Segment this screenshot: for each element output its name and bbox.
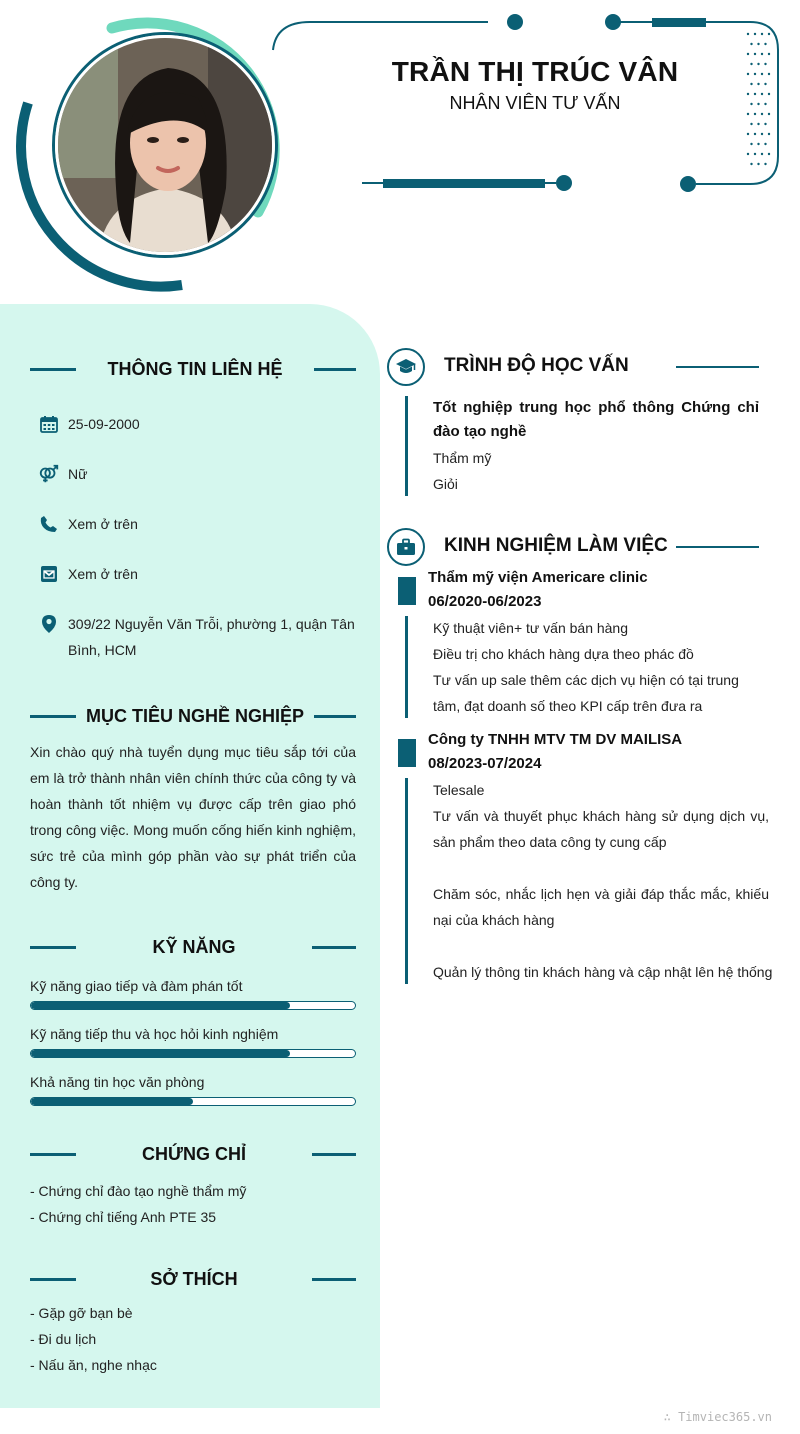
decor-dot <box>750 163 752 165</box>
divider <box>314 715 356 718</box>
divider <box>312 1153 356 1156</box>
decor-dot <box>757 63 759 65</box>
job-duty: Quản lý thông tin khách hàng và cập nhật lên hệ thống <box>433 964 773 980</box>
divider <box>314 368 356 371</box>
decor-dot <box>757 43 759 45</box>
divider <box>312 1278 356 1281</box>
divider <box>30 715 76 718</box>
decor-dot <box>761 33 763 35</box>
job-marker <box>398 577 416 605</box>
decor-dot <box>757 123 759 125</box>
job-duty: Kỹ thuật viên+ tư vấn bán hàng <box>433 620 629 636</box>
job-company: Công ty TNHH MTV TM DV MAILISA <box>428 731 683 748</box>
decor-dot <box>768 93 770 95</box>
decor-dot <box>747 153 749 155</box>
decor-dot <box>761 113 763 115</box>
decor-dot <box>757 103 759 105</box>
decor-dot <box>761 73 763 75</box>
contact-email: Xem ở trên <box>38 561 358 587</box>
decor-dot <box>764 63 766 65</box>
phone-icon <box>38 511 60 537</box>
decor-dot <box>747 133 749 135</box>
education-grade: Giỏi <box>433 476 458 492</box>
decor-dot <box>768 33 770 35</box>
hobbies-section-title: SỞ THÍCH <box>30 1267 356 1291</box>
skill-bar-fill <box>31 1002 290 1009</box>
certificates-section-title: CHỨNG CHỈ <box>30 1142 356 1166</box>
experience-section-title: KINH NGHIỆM LÀM VIỆC <box>444 535 668 556</box>
decor-dot <box>747 93 749 95</box>
divider <box>676 546 759 548</box>
gender-icon <box>38 461 60 487</box>
decor-dot <box>750 123 752 125</box>
decor-dot <box>750 103 752 105</box>
decor-dot <box>768 133 770 135</box>
divider <box>30 946 76 949</box>
certificate-item: - Chứng chỉ tiếng Anh PTE 35 <box>30 1209 217 1225</box>
decor-dot <box>768 113 770 115</box>
location-icon <box>38 611 60 637</box>
contact-gender: Nữ <box>38 461 358 487</box>
timeline-bar <box>405 616 408 718</box>
divider <box>30 1278 76 1281</box>
skill-bar-fill <box>31 1050 290 1057</box>
job-duty: Tư vấn và thuyết phục khách hàng sử dụng dịch vụ, sản phẩm theo data công ty cung cấp <box>433 808 769 850</box>
job-duty: Tư vấn up sale thêm các dịch vụ hiện có tại trung tâm, đạt doanh số theo KPI cấp trên đưa ra <box>433 672 739 714</box>
job-period: 06/2020-06/2023 <box>428 593 542 610</box>
decor-dot <box>764 83 766 85</box>
decor-dot <box>747 33 749 35</box>
decor-dot <box>747 113 749 115</box>
skills-section-title: KỸ NĂNG <box>30 935 356 959</box>
objective-text: Xin chào quý nhà tuyển dụng mục tiêu sắp tới của em là trở thành nhân viên chính thức của công ty và hoàn thành tốt nhiệm vụ được cấp trên giao phó trong công việc. Mong muốn cống hiến kinh nghiệm, sức trẻ của mình góp phần vào sự phát triển của công ty. <box>30 744 356 890</box>
decor-dot <box>761 93 763 95</box>
education-section-title: TRÌNH ĐỘ HỌC VẤN <box>444 355 629 376</box>
skill-name: Khả năng tin học văn phòng <box>30 1074 205 1090</box>
decor-dot <box>754 73 756 75</box>
skill-name: Kỹ năng giao tiếp và đàm phán tốt <box>30 978 243 994</box>
job-duty: Telesale <box>433 782 485 798</box>
decor-dot <box>754 113 756 115</box>
decor-dot <box>768 73 770 75</box>
decor-dot <box>754 93 756 95</box>
hobby-item: - Nấu ăn, nghe nhạc <box>30 1357 157 1373</box>
decor-dot <box>757 143 759 145</box>
decor-dot <box>764 123 766 125</box>
decor-dot <box>764 143 766 145</box>
decor-dot <box>761 153 763 155</box>
email-icon <box>38 561 60 587</box>
education-degree: Tốt nghiệp trung học phổ thông Chứng chỉ đào tạo nghề <box>433 399 759 440</box>
decor-dot <box>764 103 766 105</box>
decor-dot <box>768 53 770 55</box>
divider <box>312 946 356 949</box>
decor-dot <box>750 83 752 85</box>
divider <box>676 366 759 368</box>
divider <box>30 1153 76 1156</box>
decor-dot <box>750 143 752 145</box>
timeline-bar <box>405 778 408 984</box>
watermark: ∴ Timviec365.vn <box>663 1410 772 1424</box>
hobby-item: - Gặp gỡ bạn bè <box>30 1305 133 1321</box>
job-company: Thẩm mỹ viện Americare clinic <box>428 569 648 586</box>
contact-section-title: THÔNG TIN LIÊN HỆ <box>30 357 356 381</box>
decor-dot <box>754 153 756 155</box>
decor-dot <box>747 73 749 75</box>
job-period: 08/2023-07/2024 <box>428 755 542 772</box>
contact-phone: Xem ở trên <box>38 511 358 537</box>
skill-name: Kỹ năng tiếp thu và học hỏi kinh nghiệm <box>30 1026 279 1042</box>
candidate-name: TRẦN THỊ TRÚC VÂN <box>391 56 679 87</box>
divider <box>30 368 76 371</box>
decor-dot <box>757 83 759 85</box>
skill-bar-fill <box>31 1098 193 1105</box>
contact-address: 309/22 Nguyễn Văn Trỗi, phường 1, quận Tân Bình, HCM <box>38 611 358 663</box>
job-duty: Chăm sóc, nhắc lịch hẹn và giải đáp thắc mắc, khiếu nại của khách hàng <box>433 886 769 928</box>
timeline-bar <box>405 396 408 496</box>
decor-dot <box>768 153 770 155</box>
decor-dot <box>757 163 759 165</box>
skill-bar <box>30 1097 356 1106</box>
decor-dot <box>761 133 763 135</box>
decor-dot <box>754 33 756 35</box>
skill-bar <box>30 1001 356 1010</box>
calendar-icon <box>38 411 60 437</box>
job-duty: Điều trị cho khách hàng dựa theo phác đồ <box>433 646 694 662</box>
briefcase-icon <box>387 528 425 566</box>
decor-dot <box>764 163 766 165</box>
decor-dot <box>750 63 752 65</box>
contact-birthday: 25-09-2000 <box>38 411 358 437</box>
avatar <box>55 35 275 255</box>
decor-dot <box>754 133 756 135</box>
objective-section-title: MỤC TIÊU NGHỀ NGHIỆP <box>30 704 356 728</box>
decor-dot <box>754 53 756 55</box>
skill-bar <box>30 1049 356 1058</box>
hobby-item: - Đi du lịch <box>30 1331 97 1347</box>
job-title: NHÂN VIÊN TƯ VẤN <box>449 93 621 113</box>
job-marker <box>398 739 416 767</box>
graduation-cap-icon <box>387 348 425 386</box>
decor-dot <box>750 43 752 45</box>
decor-dot <box>747 53 749 55</box>
education-major: Thẩm mỹ <box>433 450 492 466</box>
certificate-item: - Chứng chỉ đào tạo nghề thẩm mỹ <box>30 1183 247 1199</box>
decor-dot <box>764 43 766 45</box>
decor-dot <box>761 53 763 55</box>
